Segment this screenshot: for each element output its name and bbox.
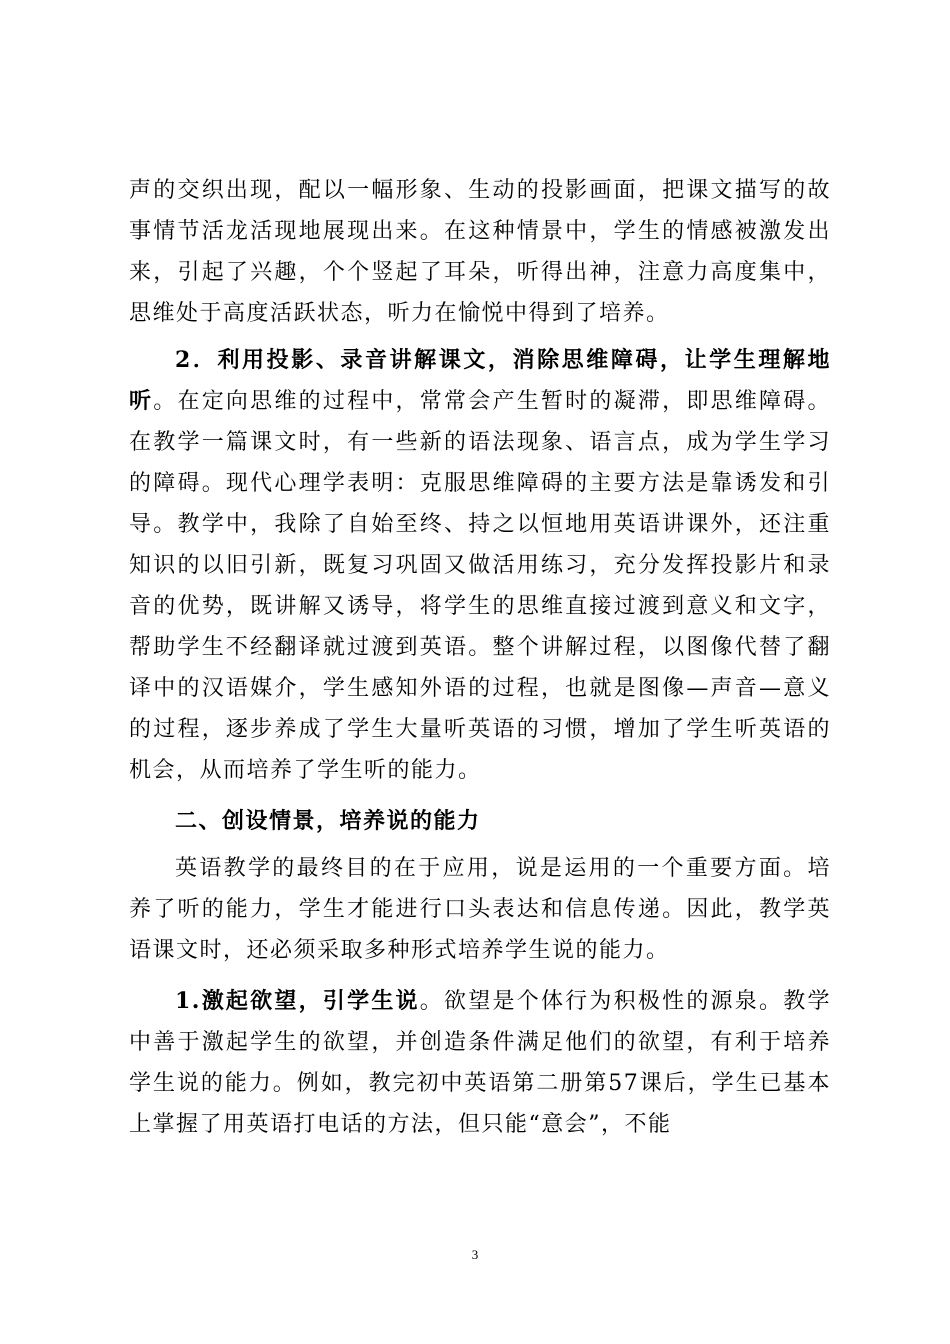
section-heading: 二、创设情景，培养说的能力 bbox=[175, 808, 481, 834]
paragraph-body-text: 。在定向思维的过程中，常常会产生暂时的凝滞，即思维障碍。在教学一篇课文时，有一些新的语法现象、语言点，成为学生学习的障碍。现代心理学表明：克服思维障碍的主要方法是靠诱发和引导。教学中，我除了自始至终、持之以恒地用英语讲课外，还注重知识的以旧引新，既复习巩固又做活用练习，充分发挥投影片和录音的优势，既讲解又诱导，将学生的思维直接过渡到意义和文字，帮助学生不经翻译就过渡到英语。整个讲解过程，以图像代替了翻译中的汉语媒介，学生感知外语的过程，也就是图像—声音—意义的过程，逐步养成了学生大量听英语的习惯，增加了学生听英语的机会，从而培养了学生听的能力。 bbox=[129, 389, 831, 783]
paragraph-listen-method-2 bbox=[129, 340, 831, 791]
paragraph-speaking-intro: 英语教学的最终目的在于应用，说是运用的一个重要方面。培养了听的能力，学生才能进行口头表达和信息传递。因此，教学英语课文时，还必须采取多种形式培养学生说的能力。 bbox=[129, 856, 831, 963]
paragraph-continuation: 声的交织出现，配以一幅形象、生动的投影画面，把课文描写的故事情节活龙活现地展现出来。在这种情景中，学生的情感被激发出来，引起了兴趣，个个竖起了耳朵，听得出神，注意力高度集中，思维处于高度活跃状态，听力在愉悦中得到了培养。 bbox=[129, 178, 831, 326]
paragraph-lead-bold: 1.激起欲望，引学生说 bbox=[175, 988, 420, 1014]
document-body bbox=[129, 170, 831, 1145]
paragraph-lead-bold: 2．利用投影、录音讲解课文，消除思维障碍，让学生理解地听 bbox=[129, 347, 831, 414]
page-number: 3 bbox=[471, 1247, 479, 1262]
paragraph-speak-method-1 bbox=[129, 981, 831, 1145]
paragraph-body-text: 。欲望是个体行为积极性的源泉。教学中善于激起学生的欲望，并创造条件满足他们的欲望，有利于培养学生说的能力。例如，教完初中英语第二册第57课后，学生已基本上掌握了用英语打电话的方法，但只能“意会”，不能 bbox=[129, 989, 831, 1137]
